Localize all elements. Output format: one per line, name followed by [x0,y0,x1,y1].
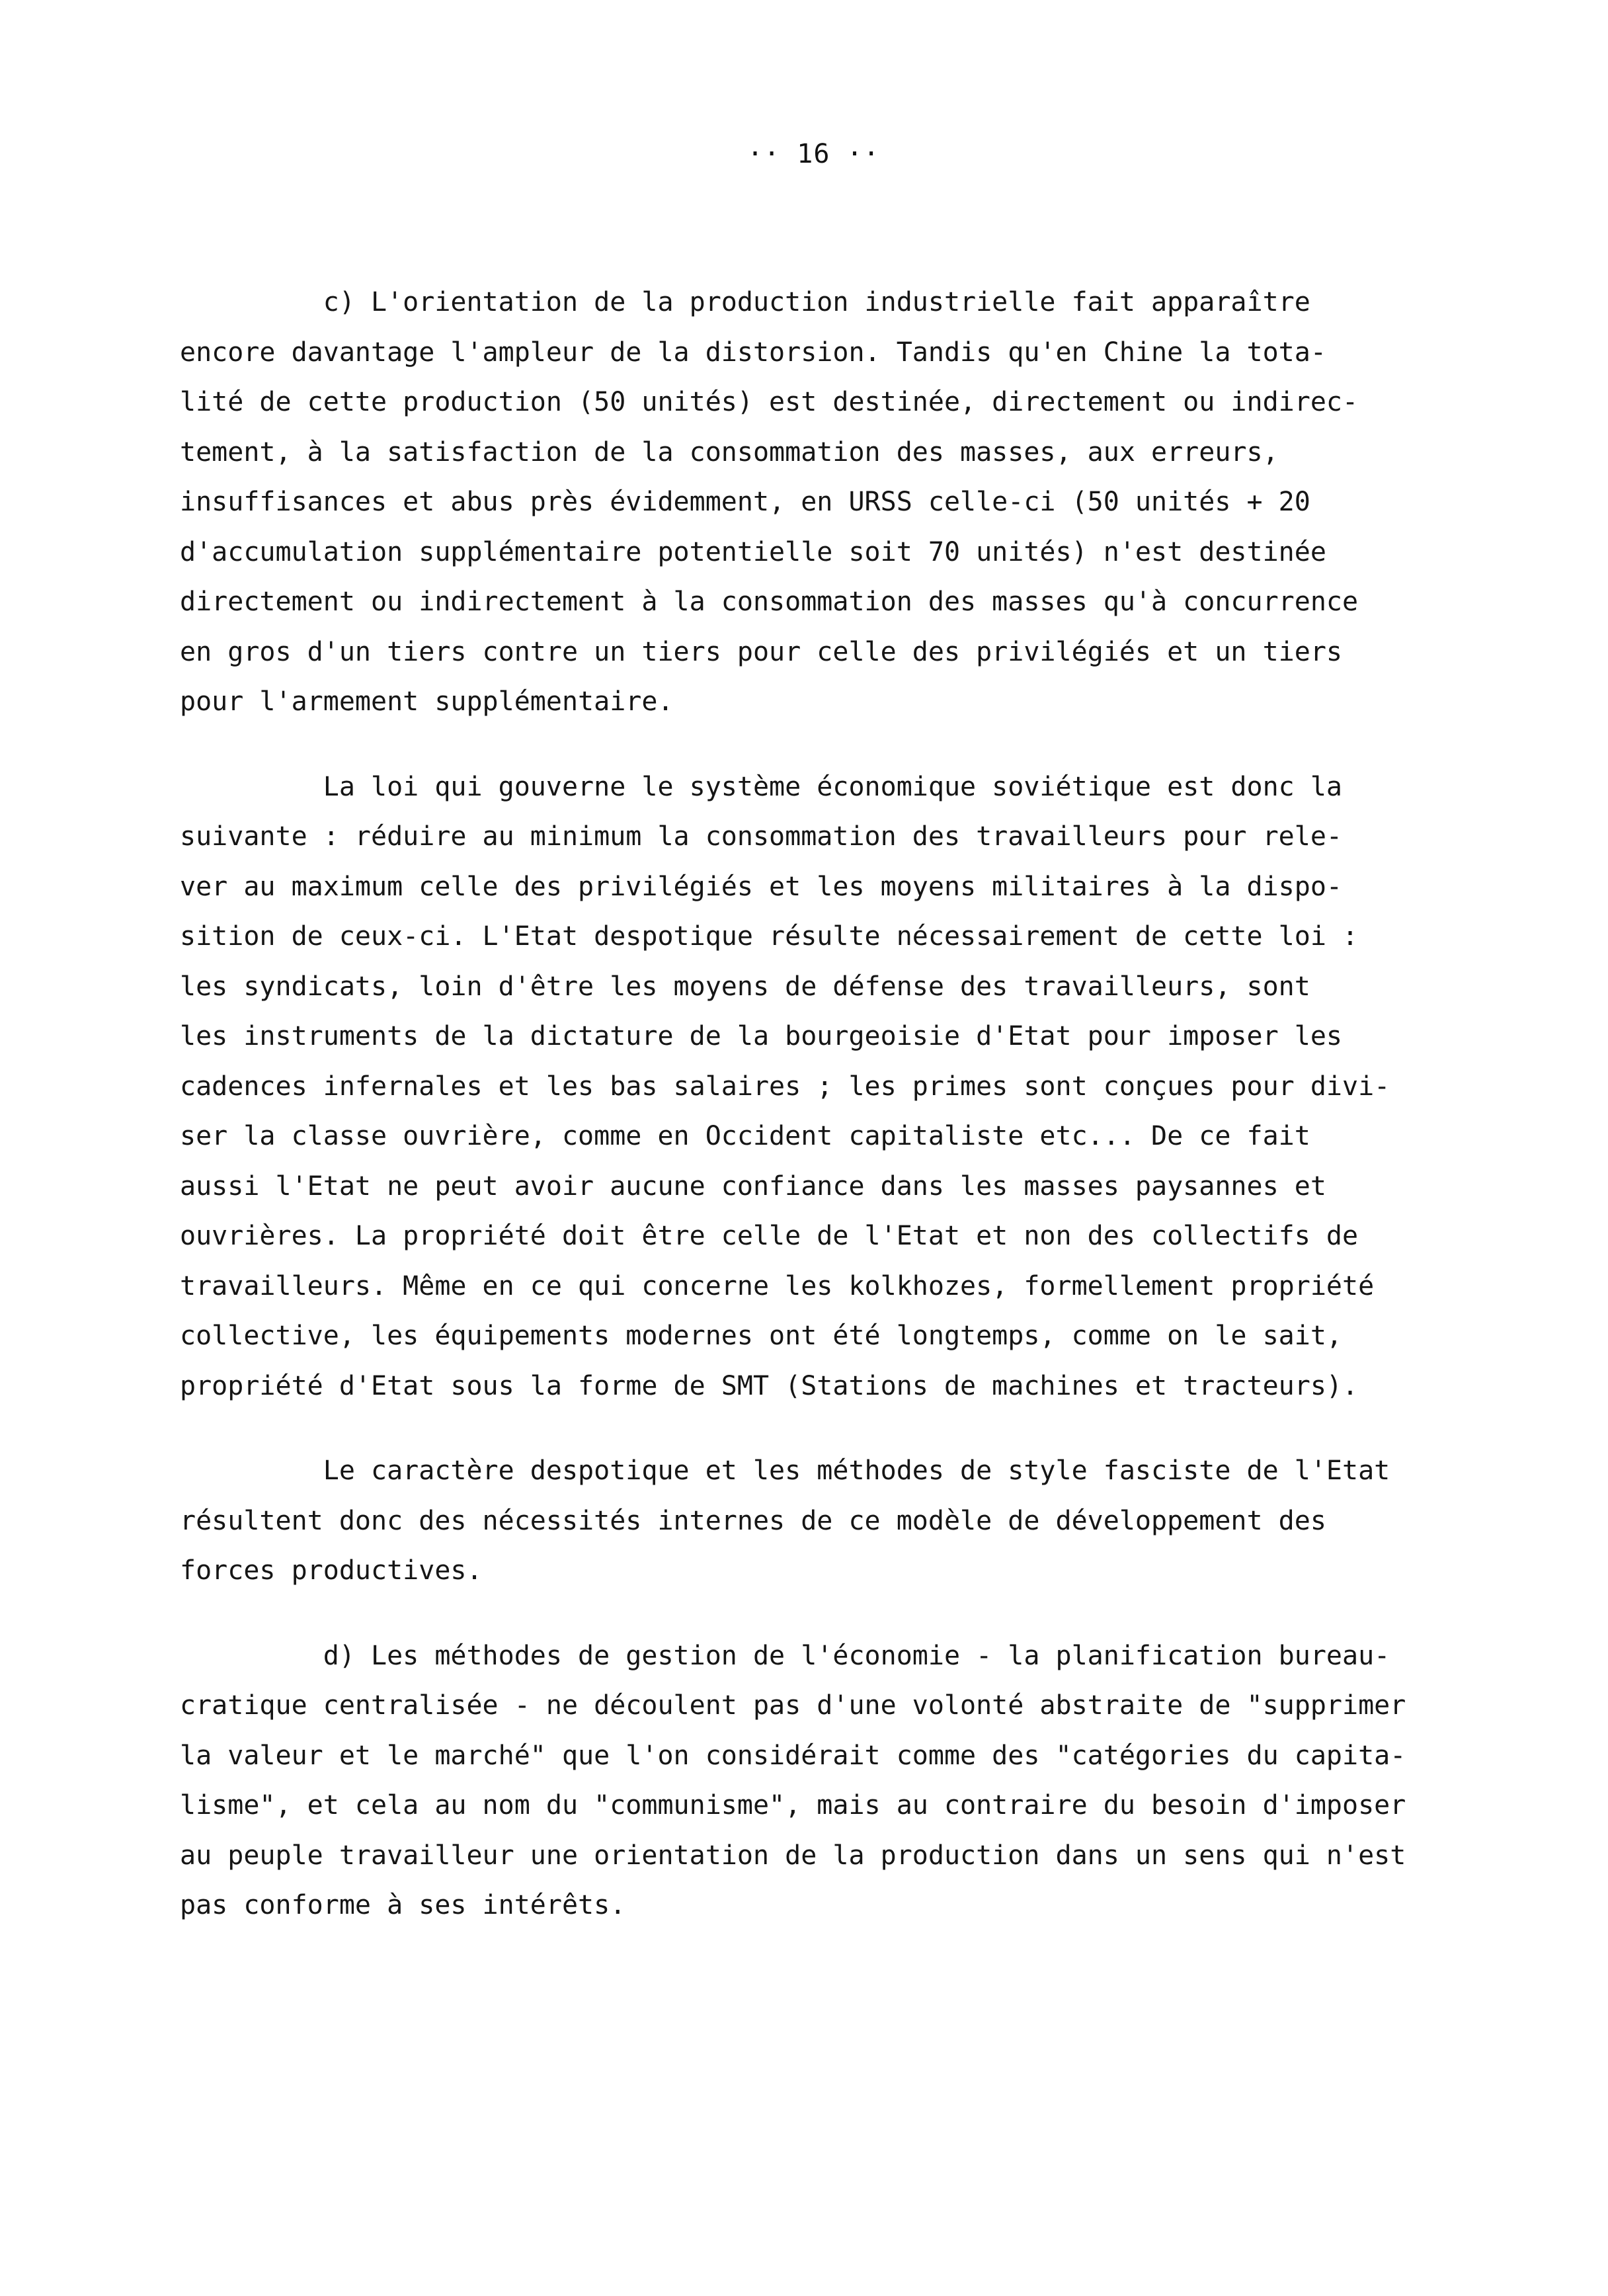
paragraph-production-orientation [180,278,1449,727]
text-line: forces productives. [180,1555,483,1586]
text-line: les syndicats, loin d'être les moyens de défense des travailleurs, sont [180,971,1310,1002]
text-line: aussi l'Etat ne peut avoir aucune confiance dans les masses paysannes et [180,1170,1326,1202]
text-line: lisme", et cela au nom du "communisme", mais au contraire du besoin d'imposer [180,1790,1406,1821]
text-line: la valeur et le marché" que l'on considérait comme des "catégories du capita- [180,1740,1406,1771]
paragraph-despotic-character [180,1446,1449,1596]
text-line: propriété d'Etat sous la forme de SMT (Stations de machines et tracteurs). [180,1370,1359,1401]
text-line: les instruments de la dictature de la bourgeoisie d'Etat pour imposer les [180,1021,1342,1051]
body-text [180,278,1449,1966]
text-line: collective, les équipements modernes ont été longtemps, comme on le sait, [180,1321,1342,1351]
text-line: sition de ceux-ci. L'Etat despotique résulte nécessairement de cette loi : [180,921,1359,952]
text-line: suivante : réduire au minimum la consommation des travailleurs pour rele- [180,821,1342,852]
text-line: Le caractère despotique et les méthodes de style fasciste de l'Etat [180,1456,1390,1486]
text-line: ser la classe ouvrière, comme en Occident capitaliste etc... De ce fait [180,1121,1310,1151]
text-line: tement, à la satisfaction de la consommation des masses, aux erreurs, [180,436,1279,468]
text-line: directement ou indirectement à la consommation des masses qu'à concurrence [180,587,1359,617]
text-line: d'accumulation supplémentaire potentielle soit 70 unités) n'est destinée [180,536,1326,567]
text-line: pas conforme à ses intérêts. [180,1890,626,1920]
text-line: insuffisances et abus près évidemment, en URSS celle-ci (50 unités + 20 [180,487,1310,517]
text-line: ouvrières. La propriété doit être celle de l'Etat et non des collectifs de [180,1221,1359,1251]
paragraph-management-methods [180,1631,1449,1931]
text-line: cadences infernales et les bas salaires ; les primes sont conçues pour divi- [180,1071,1390,1102]
text-line: c) L'orientation de la production industrielle fait apparaître [180,287,1310,317]
text-line: La loi qui gouverne le système économique soviétique est donc la [180,771,1342,802]
text-line: ver au maximum celle des privilégiés et les moyens militaires à la dispo- [180,871,1342,902]
text-line: au peuple travailleur une orientation de la production dans un sens qui n'est [180,1840,1406,1871]
text-line: pour l'armement supplémentaire. [180,686,674,717]
text-line: cratique centralisée - ne découlent pas d'une volonté abstraite de "supprimer [180,1690,1406,1721]
paragraph-soviet-economic-law [180,762,1449,1412]
page-number: ·· 16 ·· [747,139,880,169]
text-line: travailleurs. Même en ce qui concerne les kolkhozes, formellement propriété [180,1270,1375,1301]
text-line: d) Les méthodes de gestion de l'économie - la planification bureau- [180,1640,1390,1671]
text-line: résultent donc des nécessités internes de ce modèle de développement des [180,1505,1326,1536]
text-line: encore davantage l'ampleur de la distorsion. Tandis qu'en Chine la tota- [180,337,1326,368]
text-line: en gros d'un tiers contre un tiers pour celle des privilégiés et un tiers [180,636,1342,667]
text-line: lité de cette production (50 unités) est destinée, directement ou indirec- [180,387,1359,417]
